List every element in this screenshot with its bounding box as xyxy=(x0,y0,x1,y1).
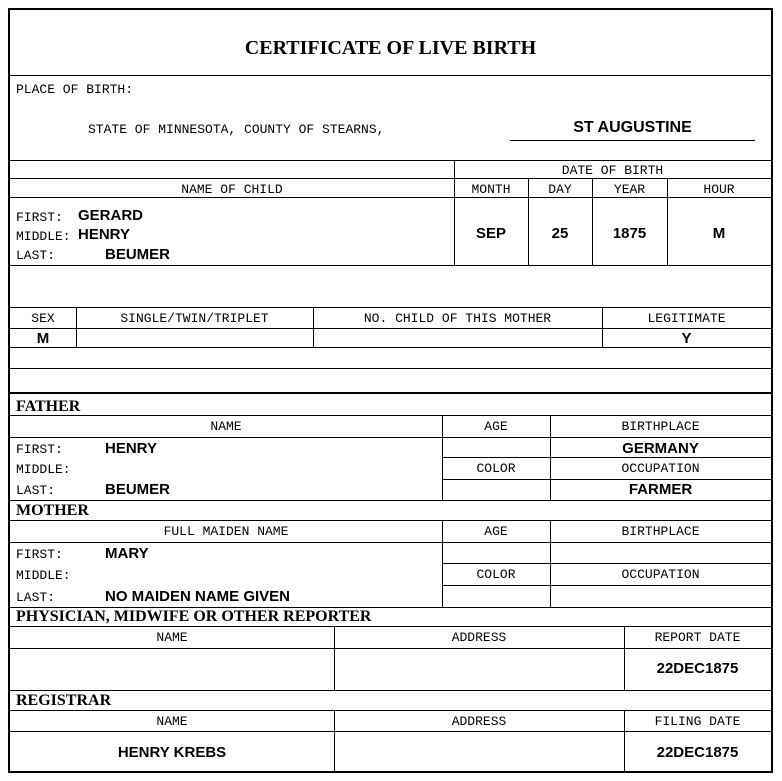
section-divider xyxy=(10,392,771,394)
father-birthplace-header: BIRTHPLACE xyxy=(621,419,700,434)
father-occupation-header: OCCUPATION xyxy=(621,461,700,476)
plurality-header: SINGLE/TWIN/TRIPLET xyxy=(120,311,269,326)
month-header: MONTH xyxy=(471,182,511,197)
father-age-header: AGE xyxy=(484,419,508,434)
certificate-title: CERTIFICATE OF LIVE BIRTH xyxy=(244,37,537,59)
father-color-header: COLOR xyxy=(476,461,516,476)
divider xyxy=(10,415,771,416)
divider xyxy=(10,197,771,198)
mother-first-label: FIRST: xyxy=(16,547,63,562)
divider xyxy=(10,500,771,501)
mother-birthplace-header: BIRTHPLACE xyxy=(621,524,700,539)
sex-header: SEX xyxy=(31,311,55,326)
place-town: ST AUGUSTINE xyxy=(573,119,692,136)
divider xyxy=(10,265,771,266)
child-last-label: LAST: xyxy=(16,248,56,263)
filing-date: 22DEC1875 xyxy=(656,744,739,761)
mother-last-name: NO MAIDEN NAME GIVEN xyxy=(105,588,291,605)
name-of-child-header: NAME OF CHILD xyxy=(181,182,283,197)
divider xyxy=(10,437,771,438)
registrar-name: HENRY KREBS xyxy=(117,744,227,761)
child-last-name: BEUMER xyxy=(105,246,171,263)
birth-day: 25 xyxy=(551,225,569,242)
mother-name-header: FULL MAIDEN NAME xyxy=(163,524,289,539)
mother-color-header: COLOR xyxy=(476,567,516,582)
divider xyxy=(10,690,771,691)
mother-last-label: LAST: xyxy=(16,590,56,605)
divider xyxy=(454,160,771,161)
divider xyxy=(10,347,771,348)
year-header: YEAR xyxy=(613,182,646,197)
father-last-label: LAST: xyxy=(16,483,56,498)
birth-month: SEP xyxy=(475,225,506,242)
divider xyxy=(10,731,771,732)
child-first-label: FIRST: xyxy=(16,210,63,225)
divider xyxy=(10,368,771,369)
day-header: DAY xyxy=(548,182,572,197)
birth-year: 1875 xyxy=(612,225,647,242)
father-first-label: FIRST: xyxy=(16,442,63,457)
divider xyxy=(442,479,771,480)
father-birthplace: GERMANY xyxy=(622,440,699,457)
child-middle-label: MIDDLE: xyxy=(16,229,71,244)
divider xyxy=(10,328,771,329)
place-state-county: STATE OF MINNESOTA, COUNTY OF STEARNS, xyxy=(88,122,385,137)
divider xyxy=(10,648,771,649)
divider xyxy=(10,307,771,308)
mother-first-name: MARY xyxy=(105,545,149,562)
mother-middle-label: MIDDLE: xyxy=(16,568,71,583)
physician-address-header: ADDRESS xyxy=(451,630,507,645)
divider xyxy=(442,585,771,586)
father-section-title: FATHER xyxy=(16,398,81,415)
mother-occupation-header: OCCUPATION xyxy=(621,567,700,582)
divider xyxy=(10,542,771,543)
place-underline xyxy=(510,140,755,141)
registrar-name-header: NAME xyxy=(156,714,188,729)
divider xyxy=(10,75,771,76)
divider xyxy=(10,520,771,521)
father-occupation: FARMER xyxy=(628,481,693,498)
child-first-name: GERARD xyxy=(78,207,144,224)
birth-hour: M xyxy=(712,225,726,242)
report-date: 22DEC1875 xyxy=(656,660,739,677)
legitimate-header: LEGITIMATE xyxy=(647,311,726,326)
registrar-section-title: REGISTRAR xyxy=(16,692,112,709)
child-number-header: NO. CHILD OF THIS MOTHER xyxy=(363,311,552,326)
place-of-birth-label: PLACE OF BIRTH: xyxy=(16,82,134,97)
father-middle-label: MIDDLE: xyxy=(16,462,71,477)
physician-section-title: PHYSICIAN, MIDWIFE OR OTHER REPORTER xyxy=(16,608,372,625)
child-middle-name: HENRY xyxy=(78,226,130,243)
physician-name-header: NAME xyxy=(156,630,188,645)
birth-certificate xyxy=(8,8,773,773)
legitimate-value: Y xyxy=(681,330,692,347)
father-name-header: NAME xyxy=(210,419,242,434)
registrar-address-header: ADDRESS xyxy=(451,714,507,729)
mother-age-header: AGE xyxy=(484,524,508,539)
divider xyxy=(10,710,771,711)
report-date-header: REPORT DATE xyxy=(654,630,741,645)
divider xyxy=(442,457,771,458)
divider xyxy=(10,178,771,179)
father-first-name: HENRY xyxy=(105,440,157,457)
divider xyxy=(442,563,771,564)
father-last-name: BEUMER xyxy=(105,481,171,498)
divider xyxy=(10,626,771,627)
filing-date-header: FILING DATE xyxy=(654,714,741,729)
date-of-birth-header: DATE OF BIRTH xyxy=(561,163,664,178)
mother-section-title: MOTHER xyxy=(16,502,89,519)
sex-value: M xyxy=(36,330,50,347)
hour-header: HOUR xyxy=(703,182,735,197)
